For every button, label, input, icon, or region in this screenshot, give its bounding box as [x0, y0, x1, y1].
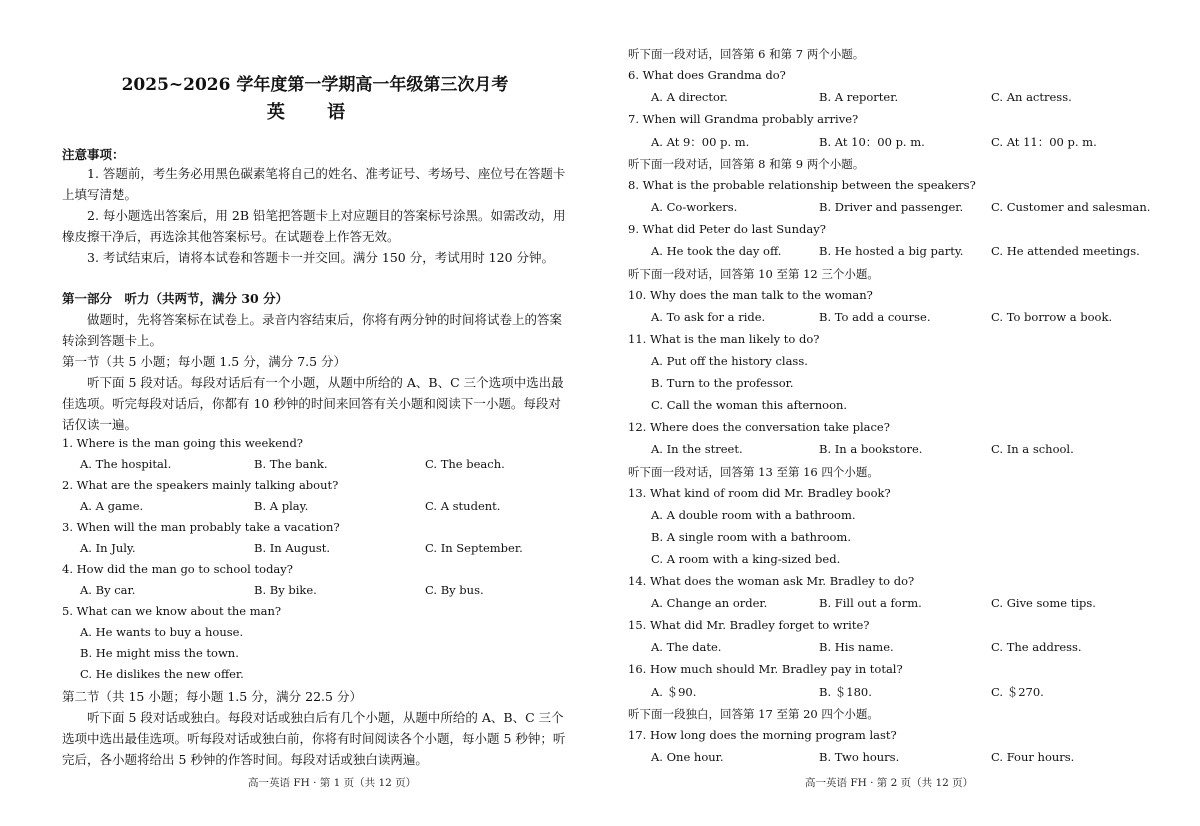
option-b: B. His name.: [819, 640, 894, 654]
page-footer: 高一英语 FH · 第 1 页（共 12 页）: [248, 777, 417, 789]
question: 4. How did the man go to school today?: [62, 562, 293, 576]
question: 7. When will Grandma probably arrive?: [628, 112, 859, 126]
option-a: A. By car.: [80, 583, 136, 597]
option-c: C. Give some tips.: [991, 596, 1096, 610]
part1-heading: 第一部分 听力（共两节，满分 30 分）: [62, 291, 289, 306]
option-c: C. The beach.: [425, 457, 505, 471]
question: 2. What are the speakers mainly talking about?: [62, 478, 339, 492]
notice-item-1: 1. 答题前，考生务必用黑色碳素笔将自己的姓名、准考证号、考场号、座位号在答题卡上填写清楚。: [62, 166, 566, 202]
notice-item-2: 2. 每小题选出答案后，用 2B 铅笔把答题卡上对应题目的答案标号涂黑。如需改动，用橡皮擦干净后，再选涂其他答案标号。在试题卷上作答无效。: [62, 208, 566, 244]
option-b: B. In August.: [254, 541, 331, 555]
option-a: A. In the street.: [651, 442, 743, 456]
option-c: C. A student.: [425, 499, 501, 513]
question: 9. What did Peter do last Sunday?: [628, 222, 826, 236]
option-a: A. The date.: [651, 640, 722, 654]
option-b: B. Two hours.: [819, 750, 900, 764]
option-b: B. He hosted a big party.: [819, 244, 964, 258]
option-c: C. To borrow a book.: [991, 310, 1113, 324]
section2-heading: 第二节（共 15 小题；每小题 1.5 分，满分 22.5 分）: [62, 689, 362, 704]
part1-intro: 做题时，先将答案标在试卷上。录音内容结束后，你将有两分钟的时间将试卷上的答案转涂到答题卡上。: [62, 312, 563, 348]
section1-heading: 第一节（共 5 小题；每小题 1.5 分，满分 7.5 分）: [62, 354, 347, 369]
option-c: C. By bus.: [425, 583, 484, 597]
option-b: B. By bike.: [254, 583, 317, 597]
question: 17. How long does the morning program last?: [628, 728, 897, 742]
option-b: B. ＄180.: [819, 685, 872, 699]
option-c: C. He dislikes the new offer.: [80, 667, 244, 681]
option: B. A single room with a bathroom.: [651, 530, 851, 544]
option-c: C. At 11：00 p. m.: [991, 135, 1097, 149]
option-b: B. He might miss the town.: [80, 646, 239, 660]
exam-title: 2025~2026 学年度第一学期高一年级第三次月考: [121, 75, 509, 95]
option-a: A. One hour.: [651, 750, 724, 764]
option-a: A. Co-workers.: [651, 200, 738, 214]
option-c: C. In September.: [425, 541, 523, 555]
page-footer: 高一英语 FH · 第 2 页（共 12 页）: [805, 777, 974, 789]
section2-intro: 听下面 5 段对话或独白。每段对话或独白后有几个小题，从题中所给的 A、B、C 三个选项中选出最佳选项。听每段对话或独白前，你将有时间阅读各个小题，每小题 5 秒钟；听完后，各小题将给出 5 秒钟的作答时间。每段对话或独白读两遍。: [62, 710, 566, 767]
option-c: C. Customer and salesman.: [991, 200, 1151, 214]
option: B. Turn to the professor.: [651, 376, 794, 390]
option-b: B. Fill out a form.: [819, 596, 922, 610]
option: C. A room with a king-sized bed.: [651, 552, 841, 566]
option-a: A. Change an order.: [651, 596, 768, 610]
question: 13. What kind of room did Mr. Bradley book?: [628, 486, 891, 500]
option-c: C. In a school.: [991, 442, 1074, 456]
option-a: A. ＄90.: [651, 685, 697, 699]
question: 16. How much should Mr. Bradley pay in total?: [628, 662, 903, 676]
question: 1. Where is the man going this weekend?: [62, 436, 303, 450]
option-b: B. In a bookstore.: [819, 442, 923, 456]
question: 12. Where does the conversation take place?: [628, 420, 890, 434]
option-a: A. The hospital.: [80, 457, 172, 471]
option-b: B. At 10：00 p. m.: [819, 135, 925, 149]
question: 15. What did Mr. Bradley forget to write?: [628, 618, 870, 632]
option-a: A. In July.: [80, 541, 136, 555]
option-b: B. Driver and passenger.: [819, 200, 964, 214]
question-5: 5. What can we know about the man?: [62, 604, 282, 618]
dialogue-instruction: 听下面一段对话，回答第 6 和第 7 两个小题。: [628, 47, 865, 61]
question: 3. When will the man probably take a vacation?: [62, 520, 340, 534]
option-c: C. He attended meetings.: [991, 244, 1140, 258]
notice-heading: 注意事项：: [62, 147, 125, 162]
notice-item-3: 3. 考试结束后，请将本试卷和答题卡一并交回。满分 150 分，考试用时 120 分钟。: [87, 250, 555, 265]
option-a: A. He wants to buy a house.: [80, 625, 244, 639]
option: C. Call the woman this afternoon.: [651, 398, 848, 412]
option-c: C. Four hours.: [991, 750, 1075, 764]
question: 10. Why does the man talk to the woman?: [628, 288, 873, 302]
option-a: A. A director.: [651, 90, 728, 104]
dialogue-instruction: 听下面一段对话，回答第 13 至第 16 四个小题。: [628, 465, 879, 479]
section1-intro: 听下面 5 段对话。每段对话后有一个小题，从题中所给的 A、B、C 三个选项中选出最佳选项。听完每段对话后，你都有 10 秒钟的时间来回答有关小题和阅读下一小题。每段对话仅读一遍。: [62, 375, 564, 432]
dialogue-instruction: 听下面一段独白，回答第 17 至第 20 四个小题。: [628, 707, 879, 721]
dialogue-instruction: 听下面一段对话，回答第 8 和第 9 两个小题。: [628, 157, 865, 171]
option-c: C. An actress.: [991, 90, 1072, 104]
question: 6. What does Grandma do?: [628, 68, 786, 82]
question: 14. What does the woman ask Mr. Bradley to do?: [628, 574, 915, 588]
option: A. Put off the history class.: [651, 354, 808, 368]
option-b: B. The bank.: [254, 457, 328, 471]
option-a: A. A game.: [80, 499, 144, 513]
dialogue-instruction: 听下面一段对话，回答第 10 至第 12 三个小题。: [628, 267, 879, 281]
option-a: A. At 9：00 p. m.: [651, 135, 750, 149]
subject-title: 英 语: [266, 102, 364, 123]
option-a: A. To ask for a ride.: [651, 310, 766, 324]
option: A. A double room with a bathroom.: [651, 508, 856, 522]
option-c: C. ＄270.: [991, 685, 1044, 699]
question: 11. What is the man likely to do?: [628, 332, 820, 346]
option-b: B. A reporter.: [819, 90, 899, 104]
page-2: [600, 0, 1200, 826]
option-b: B. A play.: [254, 499, 309, 513]
question: 8. What is the probable relationship between the speakers?: [628, 178, 976, 192]
option-a: A. He took the day off.: [651, 244, 782, 258]
option-c: C. The address.: [991, 640, 1082, 654]
option-b: B. To add a course.: [819, 310, 931, 324]
